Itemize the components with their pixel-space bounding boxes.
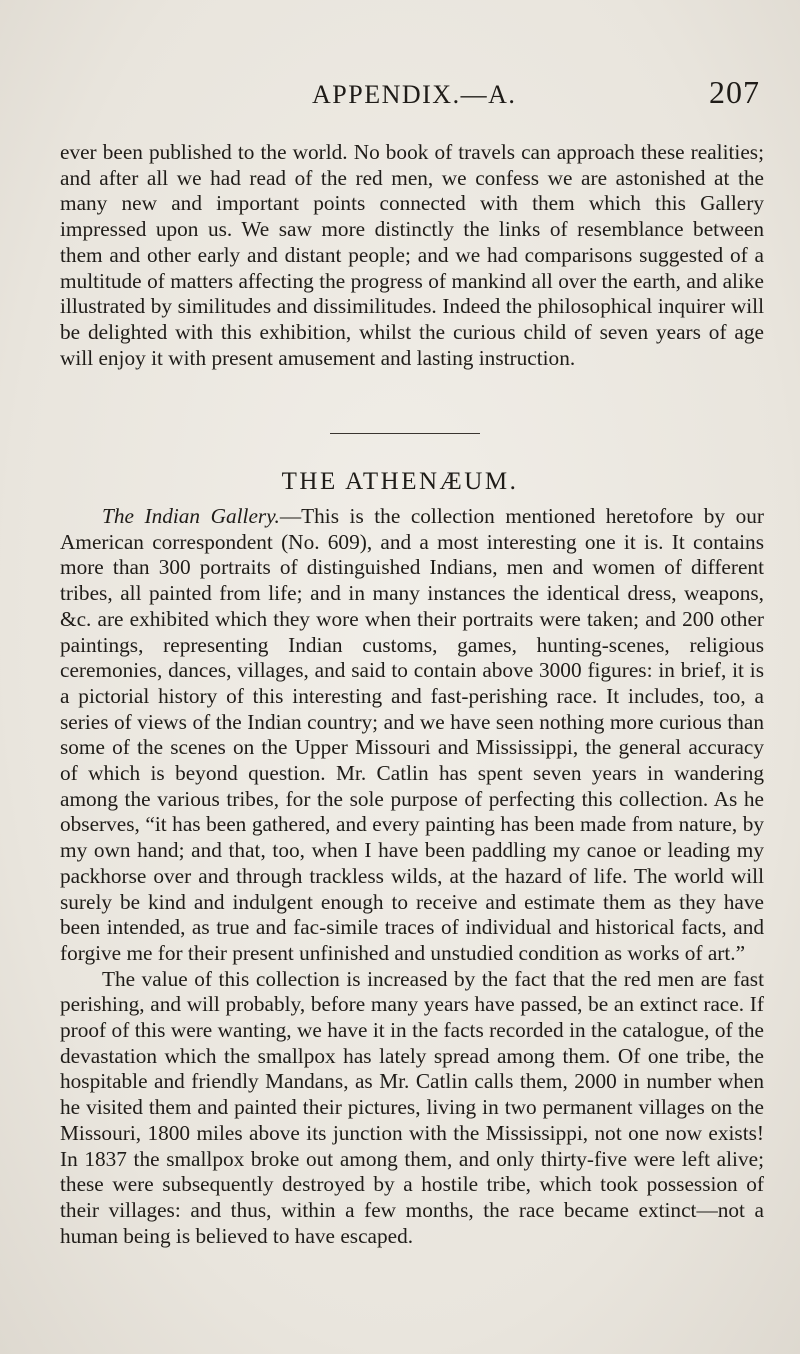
section-divider-rule [330,433,480,434]
main-text-block [60,504,764,1249]
running-title: APPENDIX.—A. [312,80,517,109]
paragraph-1-body: —This is the collection mentioned heretofore by our American correspondent (No. 609), and a most interesting one it is. It contains more than 300 portraits of distinguished Indians, men and women of different tribes, all painted from life; and in many instances the identical dress, weapons, &c. are exhibited which they wore when their portraits were taken; and 200 other paintings, representing Indian customs, games, hunting-scenes, religious ceremonies, dances, villages, and said to contain above 3000 figures: in brief, it is a pictorial history of this interesting and fast-perishing race. It includes, too, a series of views of the Indian country; and we have seen nothing more curious than some of the scenes on the Upper Missouri and Mississippi, the general accuracy of which is beyond question. Mr. Catlin has spent seven years in wandering among the various tribes, for the sole purpose of perfecting this collection. As he observes, “it has been gathered, and every painting has been made from nature, by my own hand; and that, too, when I have been paddling my canoe or leading my packhorse over and through trackless wilds, at the hazard of life. The world will surely be kind and indulgent enough to receive and estimate them as they have been intended, as true and fac-simile traces of individual and historical facts, and forgive me for their present unfinished and unstudied condition as works of art.” [60,504,765,965]
section-heading: THE ATHENÆUM. [281,468,519,495]
paragraph-value-of-collection: The value of this collection is increased by the fact that the red men are fast perishing, and will probably, before many years have passed, be an extinct race. If proof of this were wanting, we have it in the facts recorded in the catalogue, of the devastation which the smallpox has lately spread among them. Of one tribe, the hospitable and friendly Mandans, as Mr. Catlin calls them, 2000 in number when he visited them and painted their pictures, living in two permanent villages on the Missouri, 1800 miles above its junction with the Mississippi, not one now exists! In 1837 the smallpox broke out among them, and only thirty-five were left alive; these were subsequently destroyed by a hostile tribe, which took possession of their villages: and thus, within a few months, the race became extinct—not a human being is believed to have escaped. [60,966,764,1248]
running-head [60,74,760,114]
paragraph-indian-gallery [60,504,764,967]
page-number: 207 [709,74,760,110]
intro-paragraph: ever been published to the world. No book of travels can approach these realities; and after all we had read of the red men, we confess we are astonished at the many new and important points connected with them which this Gallery impressed upon us. We saw more distinctly the links of resemblance between them and other early and distant people; and we had comparisons suggested of a multitude of matters affecting the progress of mankind all over the earth, and alike illustrated by similitudes and dissimilitudes. Indeed the philosophical inquirer will be delighted with this exhibition, whilst the curious child of seven years of age will enjoy it with present amusement and lasting instruction. [60,140,764,370]
intro-text-block [60,140,764,371]
lead-italic-title: The Indian Gallery. [102,504,280,528]
